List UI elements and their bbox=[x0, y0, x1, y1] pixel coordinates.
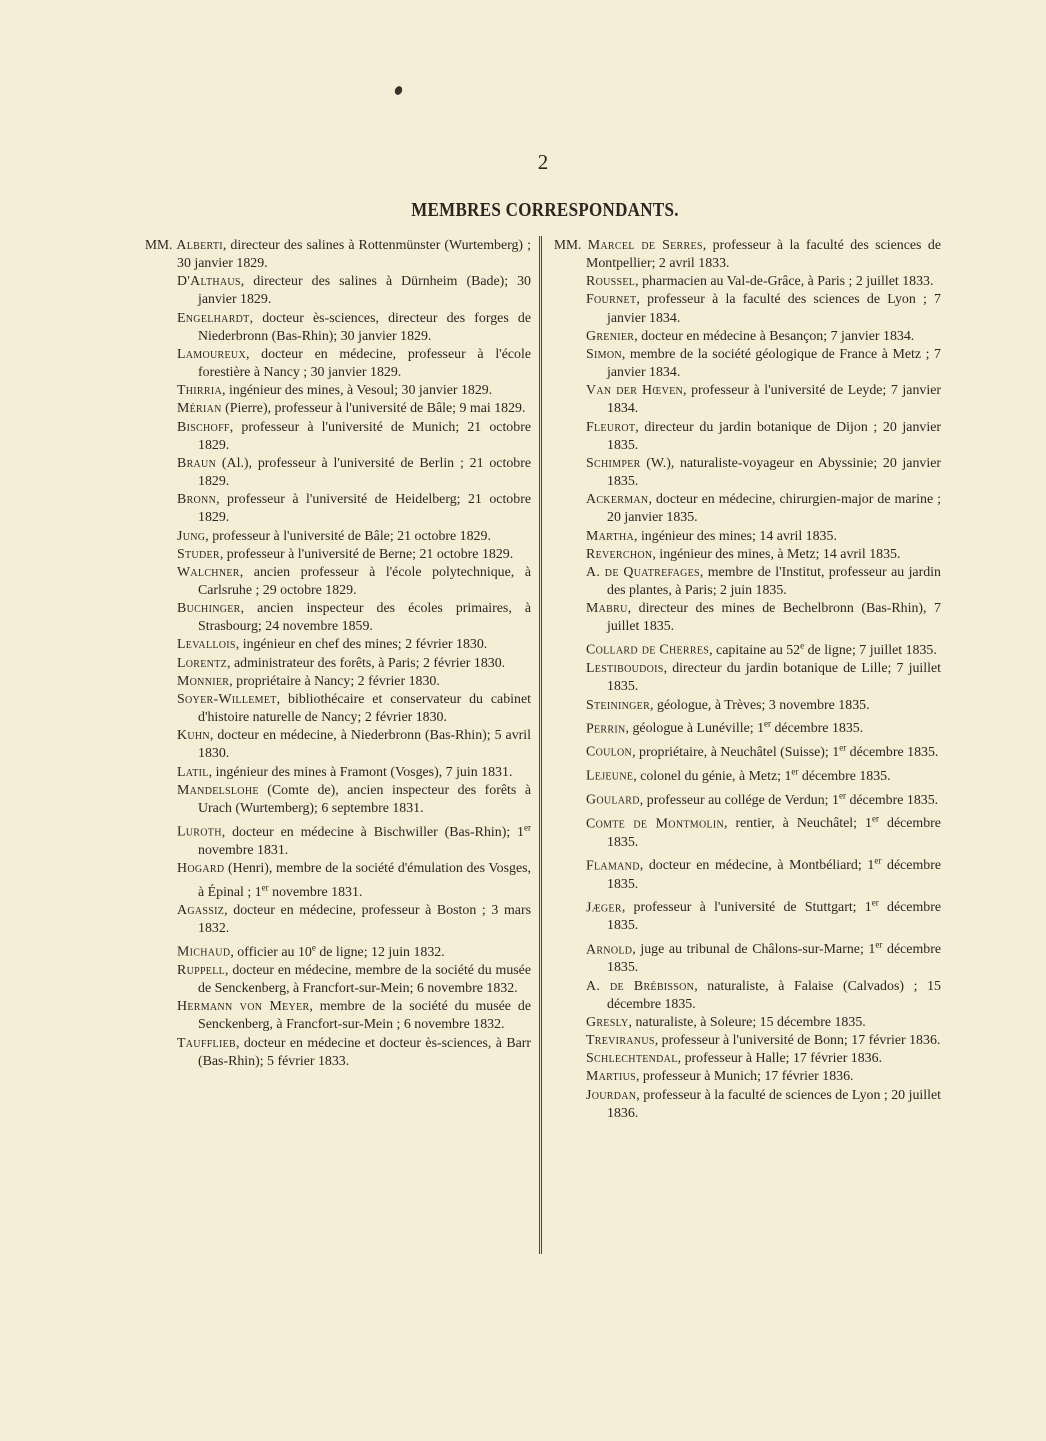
member-entry bbox=[145, 998, 531, 1034]
member-details: , docteur en médecine, professeur à l'école forestière à Nancy ; 30 janvier 1829. bbox=[198, 346, 531, 381]
member-details: (Al.), professeur à l'université de Berlin ; 21 octobre 1829. bbox=[198, 455, 531, 490]
member-name: Mérian bbox=[177, 401, 222, 417]
member-details: , naturaliste, à Falaise (Calvados) ; 15 décembre 1835. bbox=[607, 978, 941, 1012]
member-entry bbox=[145, 655, 531, 673]
member-entry bbox=[145, 346, 531, 382]
member-entry bbox=[554, 810, 941, 852]
member-details: , professeur au collége de Verdun; 1er décembre 1835. bbox=[639, 790, 939, 808]
member-name: Bischoff bbox=[177, 419, 230, 435]
member-details: , professeur à la faculté de sciences de Lyon ; 20 juillet 1836. bbox=[607, 1087, 942, 1121]
member-entry bbox=[554, 697, 941, 715]
member-name: A. de Quatrefages bbox=[586, 564, 700, 580]
member-entry bbox=[554, 346, 941, 382]
member-details: , directeur du jardin botanique de Dijon ; 20 janvier 1835. bbox=[607, 419, 941, 453]
member-entry bbox=[554, 1032, 941, 1050]
member-name: Mandelslohe bbox=[177, 782, 259, 798]
member-name: Alberti bbox=[176, 238, 223, 253]
member-details: , ingénieur des mines, à Vesoul; 30 janvier 1829. bbox=[222, 383, 493, 399]
member-details: , professeur à la faculté des sciences de Lyon ; 7 janvier 1834. bbox=[607, 292, 941, 326]
member-entry bbox=[145, 902, 531, 938]
member-entry bbox=[554, 236, 941, 273]
member-details: , membre de l'Institut, professeur au jardin des plantes, à Paris; 2 juin 1835. bbox=[607, 564, 941, 598]
member-entry bbox=[554, 786, 941, 810]
member-details: , directeur du jardin botanique de Lille; 7 juillet 1835. bbox=[607, 661, 941, 695]
member-name: A. de Brébisson bbox=[586, 978, 695, 994]
member-name: Flamand bbox=[586, 858, 640, 874]
page-title: MEMBRES CORRESPONDANTS. bbox=[411, 198, 679, 221]
right-column bbox=[554, 236, 941, 1123]
member-name: Schimper bbox=[586, 455, 641, 471]
member-name: Arnold bbox=[586, 942, 633, 958]
member-name: D'Althaus bbox=[177, 274, 241, 290]
member-name: Reverchon bbox=[586, 546, 653, 562]
member-name: Luroth bbox=[177, 824, 222, 840]
member-name: Michaud bbox=[177, 944, 231, 960]
member-details: , professeur à l'université de Bâle; 21 octobre 1829. bbox=[205, 528, 491, 544]
member-details: , docteur en médecine et docteur ès-sciences, à Barr (Bas-Rhin); 5 février 1833. bbox=[198, 1035, 531, 1069]
member-entry bbox=[554, 528, 941, 546]
member-entry bbox=[145, 1035, 531, 1071]
member-details: , ingénieur des mines à Framont (Vosges), 7 juin 1831. bbox=[208, 764, 513, 780]
left-column bbox=[145, 236, 531, 1071]
page-number: 2 bbox=[537, 150, 549, 174]
member-details: , directeur des salines à Rottenmünster (Wurtemberg) ; 30 janvier 1829. bbox=[177, 238, 531, 272]
member-entry bbox=[145, 818, 531, 860]
member-details: , directeur des mines de Bechelbronn (Bas-Rhin), 7 juillet 1835. bbox=[607, 601, 941, 635]
member-name: Studer bbox=[177, 546, 220, 562]
member-details: , docteur en médecine, chirurgien-major de marine ; 20 janvier 1835. bbox=[607, 492, 941, 526]
member-name: Buchinger bbox=[177, 601, 241, 617]
member-details: , ancien professeur à l'école polytechnique, à Carlsruhe ; 29 octobre 1829. bbox=[198, 564, 531, 598]
member-entry bbox=[145, 382, 531, 400]
member-entry bbox=[554, 491, 941, 527]
member-name: Jung bbox=[177, 528, 206, 544]
member-details: , docteur ès-sciences, directeur des forges de Niederbronn (Bas-Rhin); 30 janvier 1829. bbox=[198, 310, 531, 344]
member-entry bbox=[145, 528, 531, 546]
member-name: Walchner bbox=[177, 564, 240, 580]
member-name: Hermann von Meyer bbox=[177, 999, 310, 1015]
member-entry bbox=[145, 636, 531, 654]
member-details: , juge au tribunal de Châlons-sur-Marne; 1er décembre 1835. bbox=[607, 939, 941, 976]
member-name: Martha bbox=[586, 528, 634, 544]
member-details: , docteur en médecine, à Niederbronn (Bas-Rhin); 5 avril 1830. bbox=[198, 728, 531, 762]
member-name: Braun bbox=[177, 455, 217, 471]
member-entry bbox=[554, 738, 941, 762]
member-entry bbox=[554, 636, 941, 660]
member-details: , colonel du génie, à Metz; 1er décembre 1835. bbox=[633, 766, 891, 784]
member-entry bbox=[145, 600, 531, 636]
member-entry bbox=[145, 273, 531, 309]
member-details: , membre de la société géologique de France à Metz ; 7 janvier 1834. bbox=[607, 346, 941, 381]
member-details: , docteur en médecine à Bischwiller (Bas-Rhin); 1er novembre 1831. bbox=[198, 822, 531, 858]
member-name: Mabru bbox=[586, 601, 628, 617]
member-entry bbox=[145, 419, 531, 455]
member-details: , propriétaire à Nancy; 2 février 1830. bbox=[229, 673, 440, 689]
member-entry bbox=[554, 1050, 941, 1068]
member-entry bbox=[554, 1014, 941, 1032]
member-name: Jourdan bbox=[586, 1087, 637, 1103]
member-entry bbox=[145, 455, 531, 491]
member-entry bbox=[145, 691, 531, 727]
ink-mark bbox=[393, 85, 403, 96]
member-entry bbox=[554, 455, 941, 491]
member-details: , docteur en médecine, à Montbéliard; 1er décembre 1835. bbox=[607, 855, 941, 892]
member-details: (W.), naturaliste-voyageur en Abyssinie; 20 janvier 1835. bbox=[607, 455, 941, 490]
member-details: , professeur à l'université de Berne; 21 octobre 1829. bbox=[219, 546, 514, 562]
member-entry bbox=[145, 491, 531, 527]
member-entry bbox=[554, 1087, 941, 1123]
member-name: Lejeune bbox=[586, 768, 634, 784]
member-entry bbox=[554, 660, 941, 696]
member-details: , professeur à la faculté des sciences de Montpellier; 2 avril 1833. bbox=[586, 238, 941, 272]
member-details: , professeur à l'université de Bonn; 17 février 1836. bbox=[654, 1033, 941, 1049]
member-entry bbox=[145, 400, 531, 418]
member-entry bbox=[145, 564, 531, 600]
member-details: , ingénieur des mines; 14 avril 1835. bbox=[634, 528, 837, 544]
member-details: , administrateur des forêts, à Paris; 2 février 1830. bbox=[227, 655, 506, 671]
member-entry bbox=[554, 564, 941, 600]
member-entry bbox=[554, 894, 941, 936]
member-details: , pharmacien au Val-de-Grâce, à Paris ; 2 juillet 1833. bbox=[635, 274, 934, 290]
member-details: , ingénieur en chef des mines; 2 février 1830. bbox=[235, 637, 488, 653]
member-details: , professeur à Halle; 17 février 1836. bbox=[677, 1051, 883, 1067]
member-details: , ancien inspecteur des écoles primaires, à Strasbourg; 24 novembre 1859. bbox=[198, 601, 531, 635]
member-name: Fournet bbox=[586, 292, 637, 308]
member-entry bbox=[554, 546, 941, 564]
member-details: , professeur à l'université de Leyde; 7 janvier 1834. bbox=[607, 383, 941, 417]
member-name: Engelhardt bbox=[177, 310, 250, 326]
member-entry bbox=[554, 1068, 941, 1086]
member-entry bbox=[145, 673, 531, 691]
member-name: Soyer-Willemet bbox=[177, 691, 277, 707]
member-details: , professeur à l'université de Heidelberg; 21 octobre 1829. bbox=[198, 492, 531, 526]
member-details: , officier au 10e de ligne; 12 juin 1832. bbox=[230, 942, 445, 960]
member-entry bbox=[554, 291, 941, 327]
member-entry bbox=[554, 852, 941, 894]
member-entry bbox=[554, 762, 941, 786]
member-entry bbox=[145, 860, 531, 902]
member-details: , docteur en médecine, professeur à Boston ; 3 mars 1832. bbox=[198, 902, 531, 937]
member-name: Kuhn bbox=[177, 728, 210, 744]
member-details: , naturaliste, à Soleure; 15 décembre 1835. bbox=[628, 1014, 866, 1030]
member-name: Coulon bbox=[586, 745, 633, 761]
member-name: Collard de Cherres bbox=[586, 643, 710, 659]
members-prefix: MM. bbox=[554, 237, 588, 252]
member-details: (Pierre), professeur à l'université de Bâle; 9 mai 1829. bbox=[221, 401, 526, 417]
member-name: Agassiz bbox=[177, 902, 225, 918]
member-entry bbox=[554, 419, 941, 455]
member-name: Lestiboudois bbox=[586, 661, 664, 677]
member-entry bbox=[145, 938, 531, 962]
member-entry bbox=[554, 715, 941, 739]
member-name: Goulard bbox=[586, 792, 640, 808]
member-name: Monnier bbox=[177, 673, 230, 689]
member-name: Martius bbox=[586, 1069, 636, 1085]
member-name: Ackerman bbox=[586, 492, 649, 508]
member-name: Gresly bbox=[586, 1014, 629, 1030]
member-details: , capitaine au 52e de ligne; 7 juillet 1835. bbox=[709, 640, 937, 659]
member-details: , géologue, à Trèves; 3 novembre 1835. bbox=[650, 697, 870, 713]
member-entry bbox=[554, 273, 941, 291]
member-details: , professeur à l'université de Munich; 21 octobre 1829. bbox=[198, 419, 531, 453]
member-entry bbox=[145, 764, 531, 782]
member-name: Bronn bbox=[177, 492, 217, 508]
member-name: Simon bbox=[586, 346, 622, 362]
member-details: , géologue à Lunéville; 1er décembre 1835. bbox=[625, 718, 864, 737]
member-details: , professeur à l'université de Stuttgart; 1er décembre 1835. bbox=[607, 897, 941, 934]
member-name: Roussel bbox=[586, 274, 636, 290]
member-entry bbox=[554, 936, 941, 978]
member-details: (Comte de), ancien inspecteur des forêts à Urach (Wurtemberg); 6 septembre 1831. bbox=[198, 782, 531, 816]
member-entry bbox=[554, 600, 941, 636]
member-name: Taufflieb bbox=[177, 1035, 236, 1051]
member-details: , docteur en médecine à Besançon; 7 janvier 1834. bbox=[634, 328, 915, 344]
member-name: Ruppell bbox=[177, 962, 226, 978]
member-name: Lamoureux bbox=[177, 346, 246, 362]
member-details: , directeur des salines à Dürnheim (Bade); 30 janvier 1829. bbox=[198, 274, 531, 308]
member-name: Lorentz bbox=[177, 655, 228, 671]
member-name: Jæger bbox=[586, 900, 622, 916]
member-name: Levallois bbox=[177, 637, 236, 653]
member-details: , rentier, à Neuchâtel; 1er décembre 1835. bbox=[607, 813, 941, 850]
member-name: Van der Hœven bbox=[586, 383, 684, 399]
member-name: Hogard bbox=[177, 860, 225, 876]
column-divider bbox=[539, 236, 542, 1254]
member-entry bbox=[554, 382, 941, 418]
member-entry bbox=[145, 962, 531, 998]
member-name: Latil bbox=[177, 764, 209, 780]
member-details: , professeur à Munich; 17 février 1836. bbox=[635, 1069, 854, 1085]
member-name: Steininger bbox=[586, 697, 651, 713]
member-name: Schlechtendal bbox=[586, 1051, 678, 1067]
member-entry bbox=[145, 546, 531, 564]
member-details: , docteur en médecine, membre de la société du musée de Senckenberg, à Francfort-sur-Mein; 6 novembre 1832. bbox=[198, 962, 531, 997]
member-name: Thirria bbox=[177, 383, 223, 399]
member-entry bbox=[145, 310, 531, 346]
member-name: Marcel de Serres bbox=[587, 238, 703, 253]
member-details: , membre de la société du musée de Senckenberg, à Francfort-sur-Mein ; 6 novembre 1832. bbox=[198, 999, 531, 1033]
member-name: Fleurot bbox=[586, 419, 636, 435]
member-entry bbox=[554, 978, 941, 1014]
member-name: Grenier bbox=[586, 328, 635, 344]
member-entry bbox=[145, 782, 531, 818]
member-name: Treviranus bbox=[586, 1033, 655, 1049]
member-name: Comte de Montmolin bbox=[586, 816, 725, 832]
member-details: , propriétaire, à Neuchâtel (Suisse); 1er décembre 1835. bbox=[632, 742, 939, 761]
member-name: Perrin bbox=[586, 721, 626, 737]
member-details: (Henri), membre de la société d'émulation des Vosges, à Épinal ; 1er novembre 1831. bbox=[198, 860, 531, 900]
member-entry bbox=[554, 328, 941, 346]
member-entry bbox=[145, 727, 531, 763]
member-details: , bibliothécaire et conservateur du cabinet d'histoire naturelle de Nancy; 2 février 1830. bbox=[198, 691, 531, 726]
members-prefix: MM. bbox=[145, 237, 177, 252]
member-entry bbox=[145, 236, 531, 273]
member-details: , ingénieur des mines, à Metz; 14 avril 1835. bbox=[652, 546, 901, 562]
